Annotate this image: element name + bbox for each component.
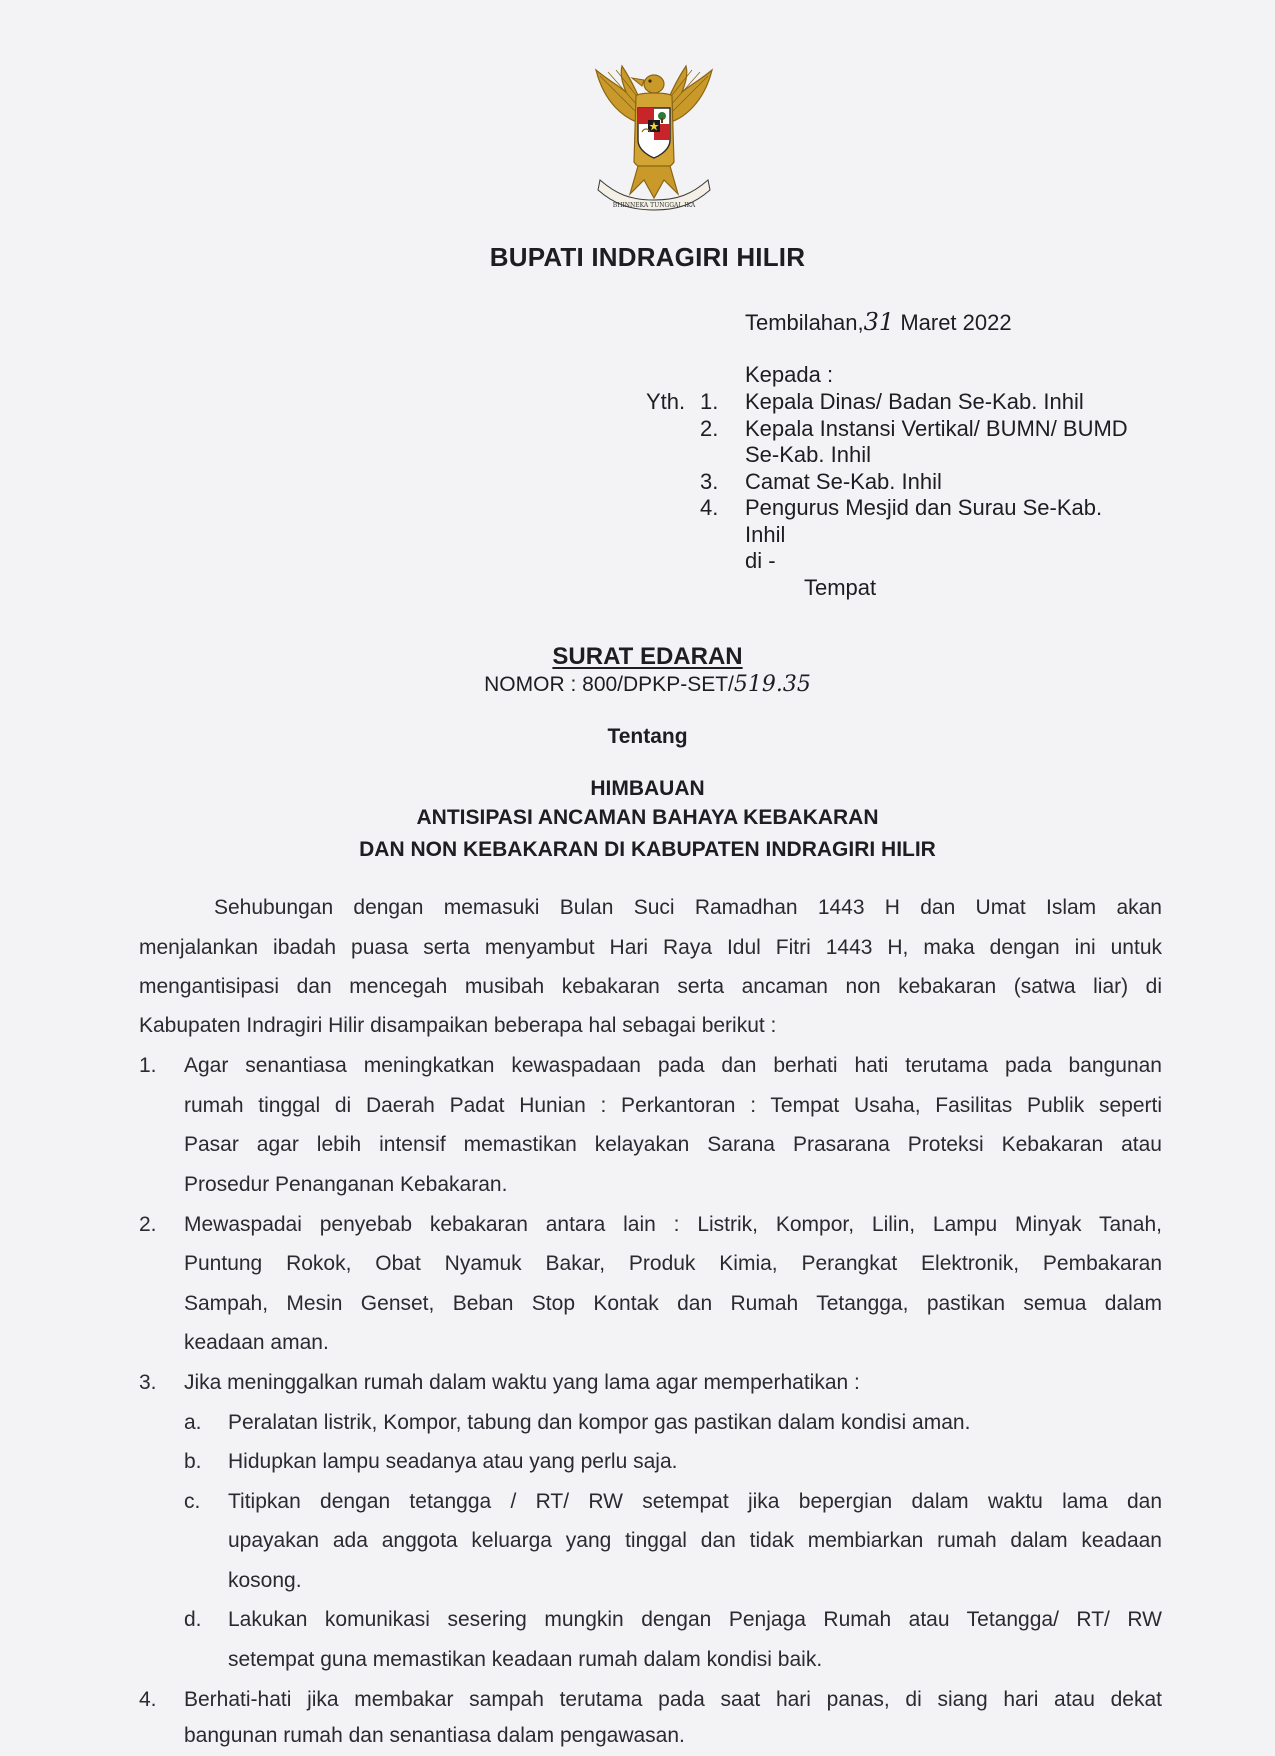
letter-date <box>745 308 1012 336</box>
intro-line: mengantisipasi dan mencegah musibah kebakaran serta ancaman non kebakaran (satwa liar) di <box>139 975 1162 998</box>
recipient-line: Pengurus Mesjid dan Surau Se-Kab. <box>745 495 1103 520</box>
sub-point-line: Peralatan listrik, Kompor, tabung dan kompor gas pastikan dalam kondisi aman. <box>228 1411 971 1434</box>
recipient-number: 4. <box>700 495 719 520</box>
kepada-label: Kepada : <box>745 362 834 387</box>
point-line: bangunan rumah dan senantiasa dalam pengawasan. <box>184 1724 685 1747</box>
recipient-line: Camat Se-Kab. Inhil <box>745 469 942 494</box>
point-line: keadaan aman. <box>184 1331 329 1354</box>
point-line: Prosedur Penanganan Kebakaran. <box>184 1173 508 1196</box>
recipient-number: 3. <box>700 469 719 494</box>
intro-line: Sehubungan dengan memasuki Bulan Suci Ramadhan 1443 H dan Umat Islam akan <box>214 896 1162 919</box>
yth-label: Yth. <box>646 389 686 414</box>
date-month-year: Maret 2022 <box>900 310 1012 335</box>
sub-point-letter: a. <box>184 1411 202 1434</box>
point-line: Berhati-hati jika membakar sampah terutama pada saat hari panas, di siang hari atau dekat <box>184 1688 1162 1711</box>
sub-point-line: Lakukan komunikasi sesering mungkin dengan Penjaga Rumah atau Tetangga/ RT/ RW <box>228 1608 1162 1631</box>
subject-line: HIMBAUAN <box>590 777 705 800</box>
garuda-pancasila-emblem <box>586 62 722 214</box>
sub-point-letter: b. <box>184 1450 202 1473</box>
sub-point-letter: d. <box>184 1608 202 1631</box>
sub-point-line: Titipkan dengan tetangga / RT/ RW setempat jika bepergian dalam waktu lama dan <box>228 1490 1162 1513</box>
point-number: 1. <box>139 1054 157 1077</box>
point-line: rumah tinggal di Daerah Padat Hunian : Perkantoran : Tempat Usaha, Fasilitas Publik seperti <box>184 1094 1162 1117</box>
point-number: 3. <box>139 1371 157 1394</box>
tentang-label: Tentang <box>607 725 688 748</box>
emblem-motto: BHINNEKA TUNGGAL IKA <box>612 202 696 209</box>
sub-point-line: upayakan ada anggota keluarga yang tinggal dan tidak membiarkan rumah dalam keadaan <box>228 1529 1162 1552</box>
date-place: Tembilahan, <box>745 310 864 335</box>
sub-point-line: setempat guna memastikan keadaan rumah dalam kondisi baik. <box>228 1648 823 1671</box>
letter-number-prefix: NOMOR : 800/DPKP-SET/ <box>484 673 734 696</box>
recipient-line: Kepala Instansi Vertikal/ BUMN/ BUMD <box>745 416 1128 441</box>
subject-line: ANTISIPASI ANCAMAN BAHAYA KEBAKARAN <box>416 806 879 829</box>
subject-line: DAN NON KEBAKARAN DI KABUPATEN INDRAGIRI HILIR <box>359 838 936 861</box>
date-day-handwritten: 31 <box>863 308 895 336</box>
point-line: Agar senantiasa meningkatkan kewaspadaan pada dan berhati hati terutama pada bangunan <box>184 1054 1162 1077</box>
point-line: Mewaspadai penyebab kebakaran antara lain : Listrik, Kompor, Lilin, Lampu Minyak Tanah, <box>184 1213 1162 1236</box>
recipient-line: Se-Kab. Inhil <box>745 442 871 467</box>
point-line: Sampah, Mesin Genset, Beban Stop Kontak dan Rumah Tetangga, pastikan semua dalam <box>184 1292 1162 1315</box>
recipient-number: 2. <box>700 416 719 441</box>
tempat-label: Tempat <box>804 575 877 600</box>
surat-edaran-title: SURAT EDARAN <box>552 643 743 670</box>
intro-line: Kabupaten Indragiri Hilir disampaikan beberapa hal sebagai berikut : <box>139 1014 777 1037</box>
di-label: di - <box>745 548 776 573</box>
recipient-line: Kepala Dinas/ Badan Se-Kab. Inhil <box>745 389 1084 414</box>
point-line: Jika meninggalkan rumah dalam waktu yang lama agar memperhatikan : <box>184 1371 860 1394</box>
letterhead-title: BUPATI INDRAGIRI HILIR <box>489 242 806 272</box>
letter-number-handwritten: 519.35 <box>733 672 811 697</box>
sub-point-line: Hidupkan lampu seadanya atau yang perlu saja. <box>228 1450 678 1473</box>
intro-line: menjalankan ibadah puasa serta menyambut Hari Raya Idul Fitri 1443 H, maka dengan ini untuk <box>139 936 1162 959</box>
sub-point-line: kosong. <box>228 1569 302 1592</box>
letter-number <box>0 672 1275 697</box>
recipient-number: 1. <box>700 389 719 414</box>
sub-point-letter: c. <box>184 1490 201 1513</box>
recipient-line: Inhil <box>745 522 786 547</box>
point-number: 4. <box>139 1688 157 1711</box>
point-line: Pasar agar lebih intensif memastikan kelayakan Sarana Prasarana Proteksi Kebakaran atau <box>184 1133 1162 1156</box>
point-number: 2. <box>139 1213 157 1236</box>
point-line: Puntung Rokok, Obat Nyamuk Bakar, Produk Kimia, Perangkat Elektronik, Pembakaran <box>184 1252 1162 1275</box>
